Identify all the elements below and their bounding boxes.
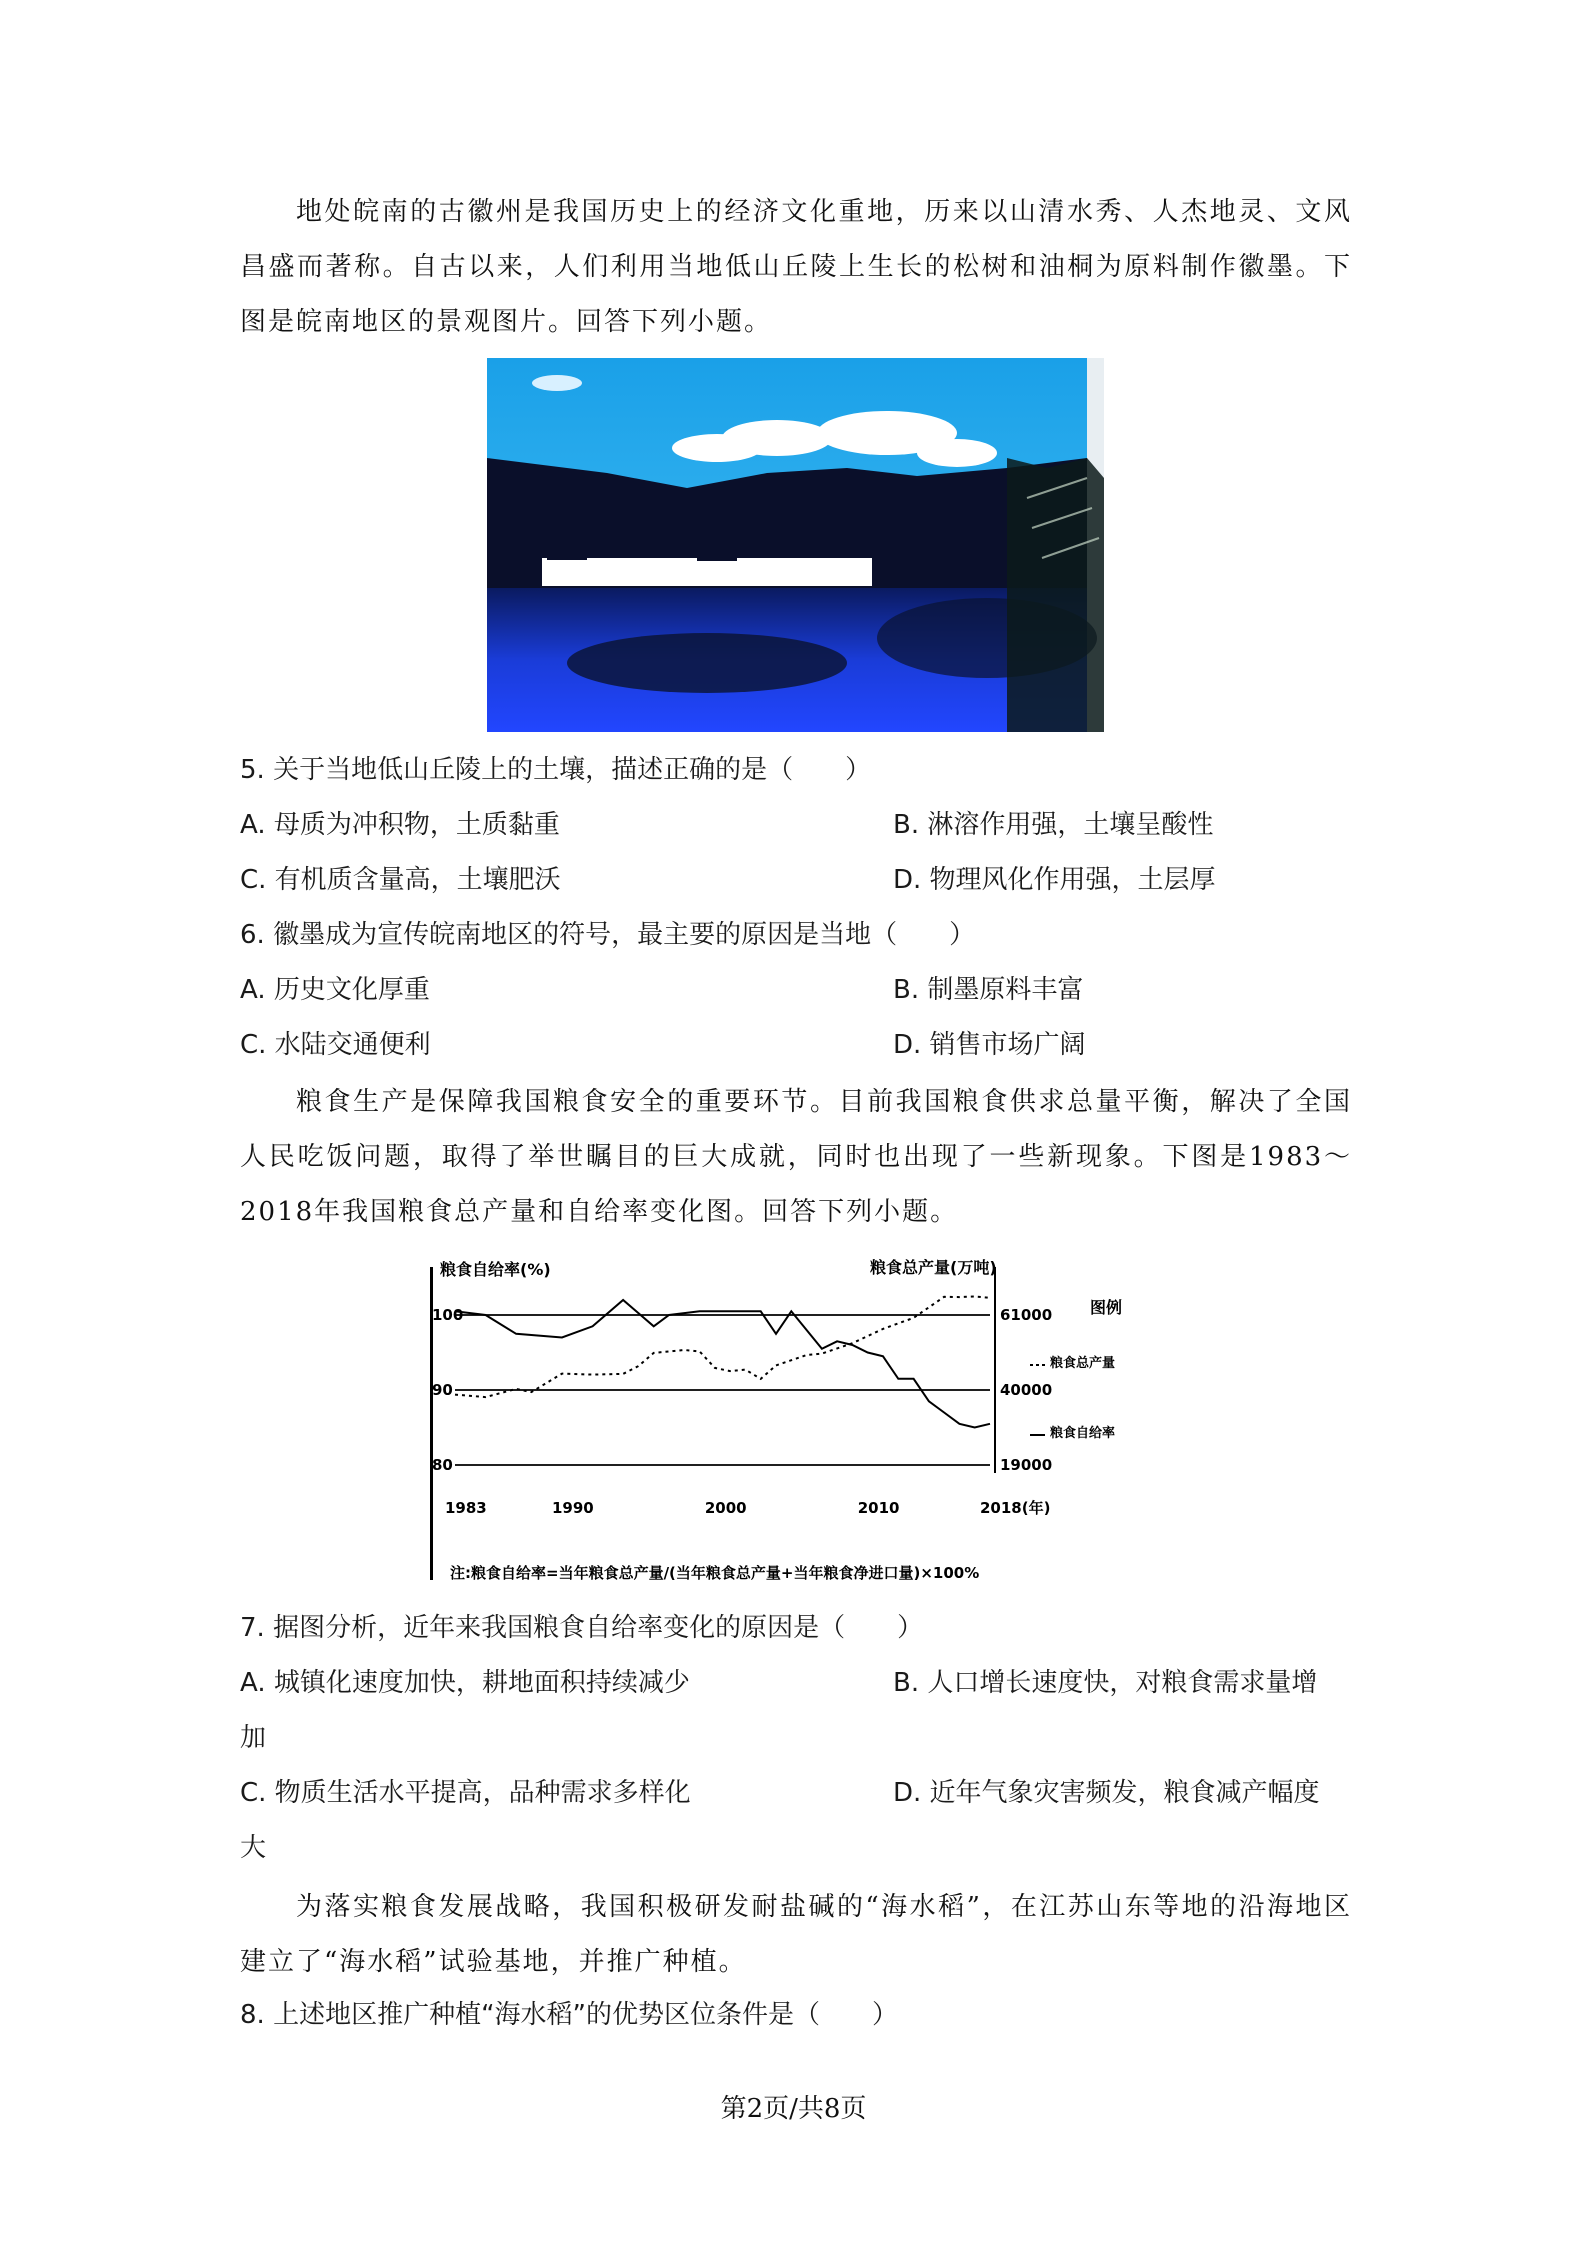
question-5: 5. 关于当地低山丘陵上的土壤，描述正确的是（ ） — [240, 755, 872, 785]
q5-option-b[interactable]: B. 淋溶作用强，土壤呈酸性 — [893, 810, 1214, 840]
q5-option-d[interactable]: D. 物理风化作用强，土层厚 — [893, 865, 1216, 895]
x-tick-label: 1983 — [445, 1499, 487, 1517]
passage-sea-rice: 为落实粮食发展战略，我国积极研发耐盐碱的“海水稻”，在江苏山东等地的沿海地区建立了“海水稻”试验基地，并推广种植。 — [240, 1892, 1352, 1977]
right-tick-label: 19000 — [1000, 1456, 1053, 1474]
left-tick-label: 100 — [432, 1306, 464, 1324]
x-tick-label: 1990 — [552, 1499, 594, 1517]
legend-rate: 粮食自给率 — [1050, 1426, 1116, 1441]
right-tick-label: 40000 — [1000, 1381, 1053, 1399]
question-8: 8. 上述地区推广种植“海水稻”的优势区位条件是（ ） — [240, 2000, 899, 2030]
q7-option-c[interactable]: C. 物质生活水平提高，品种需求多样化 — [240, 1778, 691, 1808]
passage-huizhou: 地处皖南的古徽州是我国历史上的经济文化重地，历来以山清水秀、人杰地灵、文风昌盛而著称。自古以来，人们利用当地低山丘陵上生长的松树和油桐为原料制作徽墨。下图是皖南地区的景观图片。回答下列小题。 — [240, 197, 1352, 337]
page-number: 第2页/共8页 — [720, 2094, 867, 2124]
landscape-photo — [487, 358, 1104, 732]
q5-option-c[interactable]: C. 有机质含量高，土壤肥沃 — [240, 865, 561, 895]
q7-option-d[interactable]: D. 近年气象灾害频发，粮食减产幅度 — [893, 1778, 1320, 1808]
chart-right-axis-title: 粮食总产量(万吨) — [870, 1258, 997, 1277]
passage-grain: 粮食生产是保障我国粮食安全的重要环节。目前我国粮食供求总量平衡，解决了全国人民吃饭问题，取得了举世瞩目的巨大成就，同时也出现了一些新现象。下图是1983～2018年我国粮食总产量和自给率变化图。回答下列小题。 — [240, 1087, 1352, 1227]
q7-option-b[interactable]: B. 人口增长速度快，对粮食需求量增 — [893, 1668, 1318, 1698]
q7-option-d-wrap: 大 — [240, 1833, 267, 1863]
q6-option-d[interactable]: D. 销售市场广阔 — [893, 1030, 1086, 1060]
x-tick-label: 2000 — [704, 1499, 747, 1517]
q7-option-b-wrap: 加 — [240, 1723, 267, 1753]
question-6: 6. 徽墨成为宣传皖南地区的符号，最主要的原因是当地（ ） — [240, 920, 976, 950]
q5-option-a[interactable]: A. 母质为冲积物，土质黏重 — [240, 810, 560, 840]
question-7: 7. 据图分析，近年来我国粮食自给率变化的原因是（ ） — [240, 1613, 924, 1643]
right-tick-label: 61000 — [1000, 1306, 1053, 1324]
grain-chart — [430, 1245, 1170, 1590]
chart-left-axis-title: 粮食自给率(%) — [440, 1260, 551, 1279]
left-tick-label: 80 — [432, 1456, 453, 1474]
q6-option-a[interactable]: A. 历史文化厚重 — [240, 975, 430, 1005]
q7-option-a[interactable]: A. 城镇化速度加快，耕地面积持续减少 — [240, 1668, 690, 1698]
q6-option-c[interactable]: C. 水陆交通便利 — [240, 1030, 431, 1060]
chart-legend-title: 图例 — [1090, 1298, 1123, 1317]
left-tick-label: 90 — [432, 1381, 453, 1399]
chart-note: 注:粮食自给率=当年粮食总产量/(当年粮食总产量+当年粮食净进口量)×100% — [450, 1564, 980, 1582]
x-tick-label: 2018(年) — [980, 1499, 1051, 1517]
legend-output: 粮食总产量 — [1050, 1356, 1116, 1371]
q6-option-b[interactable]: B. 制墨原料丰富 — [893, 975, 1084, 1005]
x-tick-label: 2010 — [857, 1499, 900, 1517]
